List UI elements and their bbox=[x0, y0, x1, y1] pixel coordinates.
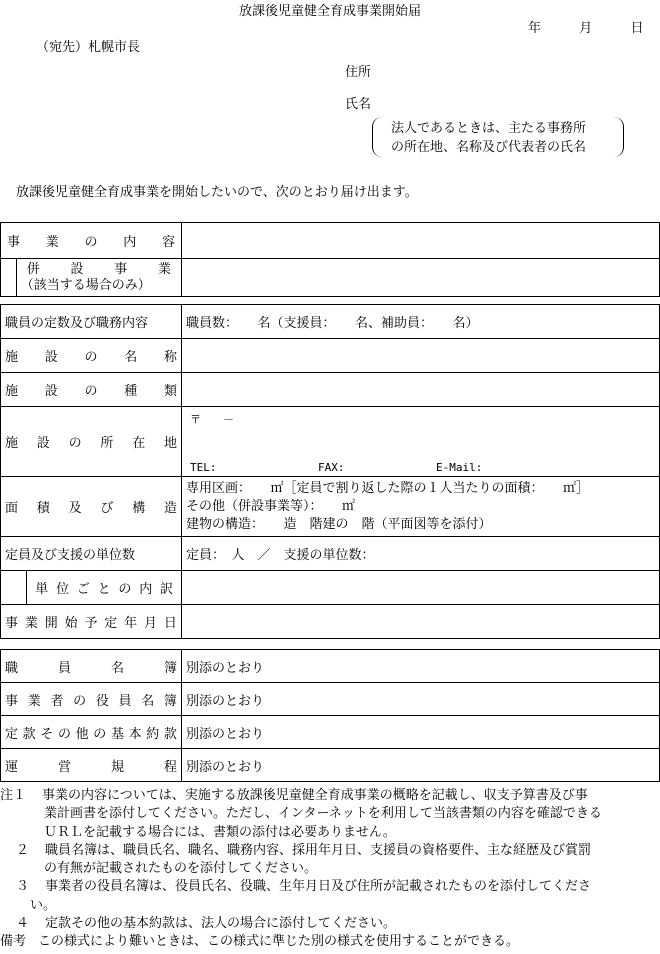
business-content-char: 内 bbox=[123, 235, 137, 250]
start-date-char: 予 bbox=[84, 616, 98, 631]
facility-name-char: 称 bbox=[163, 350, 177, 365]
facility-name-char: 名 bbox=[124, 350, 138, 365]
start-date-char: 定 bbox=[104, 616, 118, 631]
note1-c: ＵＲＬを記載する場合には、書類の添付は必要ありません。 bbox=[44, 824, 396, 840]
corp-note-line2: の所在地、名称及び代表者の氏名 bbox=[391, 140, 587, 155]
unit-breakdown-char: と bbox=[97, 582, 111, 597]
facility-name-value[interactable] bbox=[182, 339, 660, 373]
facility-type-char: 設 bbox=[44, 384, 58, 399]
area-structure-char: 構 bbox=[132, 501, 146, 516]
addressee: （宛先）札幌市長 bbox=[36, 40, 141, 55]
attach-label-char: の bbox=[93, 726, 107, 742]
start-date-char: 業 bbox=[24, 616, 38, 631]
joint-business-note: （該当する場合のみ） bbox=[20, 277, 151, 293]
note1-b: 業計画書を添付してください。ただし、インターネットを利用して当該書類の内容を確認できる bbox=[44, 806, 602, 822]
business-content-label bbox=[1, 223, 182, 259]
attach-label-char: 款 bbox=[22, 726, 36, 742]
form-title: 放課後児童健全育成事業開始届 bbox=[238, 4, 421, 19]
note2-a: 職員名簿は、職員氏名、職名、職務内容、採用年月日、支援員の資格要件、主な経歴及び賞罰 bbox=[45, 842, 592, 858]
attach-label-char: の bbox=[57, 726, 71, 742]
attach-label-char: 職 bbox=[5, 660, 19, 676]
attach-value-1[interactable]: 別添のとおり bbox=[182, 683, 660, 716]
business-content-value[interactable] bbox=[182, 223, 660, 259]
joint-business-char: 業 bbox=[157, 261, 171, 277]
note1-a: 事業の内容については、実施する放課後児童健全育成事業の概略を記載し、収支予算書及び事 bbox=[42, 788, 588, 803]
start-date-char: 事 bbox=[5, 616, 19, 631]
unit-breakdown-char: 訳 bbox=[159, 582, 173, 597]
joint-business-value[interactable] bbox=[182, 259, 660, 297]
attach-label-0 bbox=[1, 650, 182, 683]
capacity-label: 定員及び支援の単位数 bbox=[1, 537, 182, 571]
note3-a: 事業者の役員名簿は、役員氏名、役職、生年月日及び住所が記載されたものを添付してくださ bbox=[45, 879, 592, 895]
attach-label-char: 簿 bbox=[163, 693, 177, 709]
joint-business-char: 併 bbox=[26, 261, 40, 277]
unit-breakdown-value[interactable] bbox=[182, 571, 660, 605]
intro-text: 放課後児童健全育成事業を開始したいので、次のとおり届け出ます。 bbox=[16, 185, 418, 200]
facility-location-char: 設 bbox=[36, 436, 50, 451]
capacity-value[interactable]: 定員： 人 ／ 支援の単位数： bbox=[182, 537, 660, 571]
attach-label-3 bbox=[1, 749, 182, 782]
area-structure-char: 及 bbox=[68, 501, 82, 516]
unit-breakdown-char: 単 bbox=[35, 582, 49, 597]
unit-breakdown-char: 内 bbox=[139, 582, 153, 597]
note3-head: ３ bbox=[16, 879, 30, 895]
start-date-char: 年 bbox=[124, 616, 138, 631]
facility-name-char: 施 bbox=[5, 350, 19, 365]
area-structure-char: 面 bbox=[5, 501, 19, 516]
business-content-char: 事 bbox=[7, 235, 21, 250]
corp-note-line1: 法人であるときは、主たる事務所 bbox=[391, 121, 587, 136]
facility-type-char: 類 bbox=[163, 384, 177, 399]
facility-type-value[interactable] bbox=[182, 373, 660, 407]
attach-label-char: 名 bbox=[110, 660, 124, 676]
facility-table bbox=[0, 304, 660, 639]
unit-breakdown-char: ご bbox=[76, 582, 90, 597]
area-structure-char: び bbox=[100, 501, 114, 516]
attach-label-char: 簿 bbox=[163, 660, 177, 676]
note3-b: い。 bbox=[30, 897, 57, 913]
attachments-table bbox=[0, 649, 660, 782]
start-date-char: 開 bbox=[44, 616, 58, 631]
attach-label-char: 名 bbox=[141, 693, 155, 709]
date-year: 年 bbox=[528, 21, 542, 36]
facility-location-char: 所 bbox=[100, 436, 114, 451]
remark-head: 備考 bbox=[0, 934, 27, 950]
note1-head: 注１ bbox=[0, 788, 27, 803]
facility-type-char: の bbox=[84, 384, 98, 399]
facility-name-char: 設 bbox=[44, 350, 58, 365]
attach-label-char: 款 bbox=[163, 726, 177, 742]
attach-label-char: 員 bbox=[118, 693, 132, 709]
facility-type-char: 種 bbox=[124, 384, 138, 399]
area-structure-value[interactable] bbox=[182, 477, 660, 537]
indent-cell bbox=[1, 259, 17, 297]
email-field: E-Mail: bbox=[436, 461, 483, 474]
attach-label-1 bbox=[1, 683, 182, 716]
date-line bbox=[528, 17, 644, 36]
facility-type-char: 施 bbox=[5, 384, 19, 399]
fax-field: FAX: bbox=[318, 461, 345, 474]
business-content-char: の bbox=[84, 235, 98, 250]
start-date-value[interactable] bbox=[182, 605, 660, 639]
note4-a: 定款その他の基本約款は、法人の場合に添付してください。 bbox=[45, 916, 397, 932]
date-month: 月 bbox=[579, 21, 593, 36]
attach-label-char: 員 bbox=[57, 660, 71, 676]
note2-head: ２ bbox=[16, 842, 30, 858]
facility-location-char: の bbox=[68, 436, 82, 451]
attach-value-0[interactable]: 別添のとおり bbox=[182, 650, 660, 683]
attach-label-char: 基 bbox=[110, 726, 124, 742]
area-structure-label bbox=[1, 477, 182, 537]
area-line-1: 専用区画： ㎡［定員で割り返した際の１人当たりの面積： ㎡］ bbox=[186, 480, 590, 496]
start-date-label bbox=[1, 605, 182, 639]
facility-name-label bbox=[1, 339, 182, 373]
facility-location-value[interactable] bbox=[182, 407, 660, 477]
attach-label-char: 他 bbox=[75, 726, 89, 742]
unit-breakdown-label bbox=[27, 571, 182, 605]
facility-location-char: 施 bbox=[5, 436, 19, 451]
area-structure-char: 造 bbox=[163, 501, 177, 516]
date-day: 日 bbox=[630, 21, 644, 36]
attach-label-char: 事 bbox=[5, 693, 19, 709]
attach-label-char: 運 bbox=[5, 759, 19, 775]
facility-location-char: 在 bbox=[132, 436, 146, 451]
joint-business-char: 事 bbox=[114, 261, 128, 277]
attach-label-char: 業 bbox=[27, 693, 41, 709]
area-line-2: その他（併設事業等）： ㎡ bbox=[186, 498, 356, 514]
facility-type-label bbox=[1, 373, 182, 407]
postal-code: 〒 － bbox=[190, 413, 234, 426]
remark-text: この様式により難いときは、この様式に準じた別の様式を使用することができる。 bbox=[38, 934, 520, 950]
area-line-3: 建物の構造： 造 階建の 階（平面図等を添付） bbox=[186, 516, 492, 532]
attach-label-char: 程 bbox=[163, 759, 177, 775]
staff-label: 職員の定数及び職務内容 bbox=[1, 305, 182, 339]
start-date-char: 日 bbox=[163, 616, 177, 631]
notes bbox=[0, 787, 660, 952]
business-content-char: 容 bbox=[161, 235, 175, 250]
attach-label-char: の bbox=[73, 693, 87, 709]
attach-value-3[interactable]: 別添のとおり bbox=[182, 749, 660, 782]
attach-label-char: 役 bbox=[95, 693, 109, 709]
name-label: 氏名 bbox=[345, 97, 372, 112]
attach-label-char: 者 bbox=[50, 693, 64, 709]
start-date-char: 始 bbox=[64, 616, 78, 631]
attach-label-char: 規 bbox=[110, 759, 124, 775]
facility-location-char: 地 bbox=[163, 436, 177, 451]
address-label: 住所 bbox=[345, 65, 372, 80]
attach-label-char: そ bbox=[40, 726, 54, 742]
attach-value-2[interactable]: 別添のとおり bbox=[182, 716, 660, 749]
note4-head: ４ bbox=[16, 916, 30, 932]
unit-breakdown-char: 位 bbox=[56, 582, 70, 597]
area-structure-char: 積 bbox=[36, 501, 50, 516]
business-table bbox=[0, 222, 660, 297]
attach-label-char: 本 bbox=[128, 726, 142, 742]
tel-field: TEL: bbox=[190, 461, 217, 474]
start-date-char: 月 bbox=[144, 616, 158, 631]
attach-label-char: 約 bbox=[146, 726, 160, 742]
indent-cell-2 bbox=[1, 571, 27, 605]
attach-label-char: 定 bbox=[5, 726, 19, 742]
facility-name-char: の bbox=[84, 350, 98, 365]
note2-b: の有無が記載されたものを添付してください。 bbox=[44, 861, 318, 877]
business-content-char: 業 bbox=[45, 235, 59, 250]
joint-business-label bbox=[16, 259, 181, 297]
attach-label-2 bbox=[1, 716, 182, 749]
joint-business-char: 設 bbox=[70, 261, 84, 277]
facility-location-label bbox=[1, 407, 182, 477]
corporation-note-bracket bbox=[372, 117, 624, 157]
staff-value[interactable]: 職員数： 名（支援員： 名、補助員： 名） bbox=[182, 305, 660, 339]
attach-label-char: 営 bbox=[57, 759, 71, 775]
unit-breakdown-char: の bbox=[118, 582, 132, 597]
